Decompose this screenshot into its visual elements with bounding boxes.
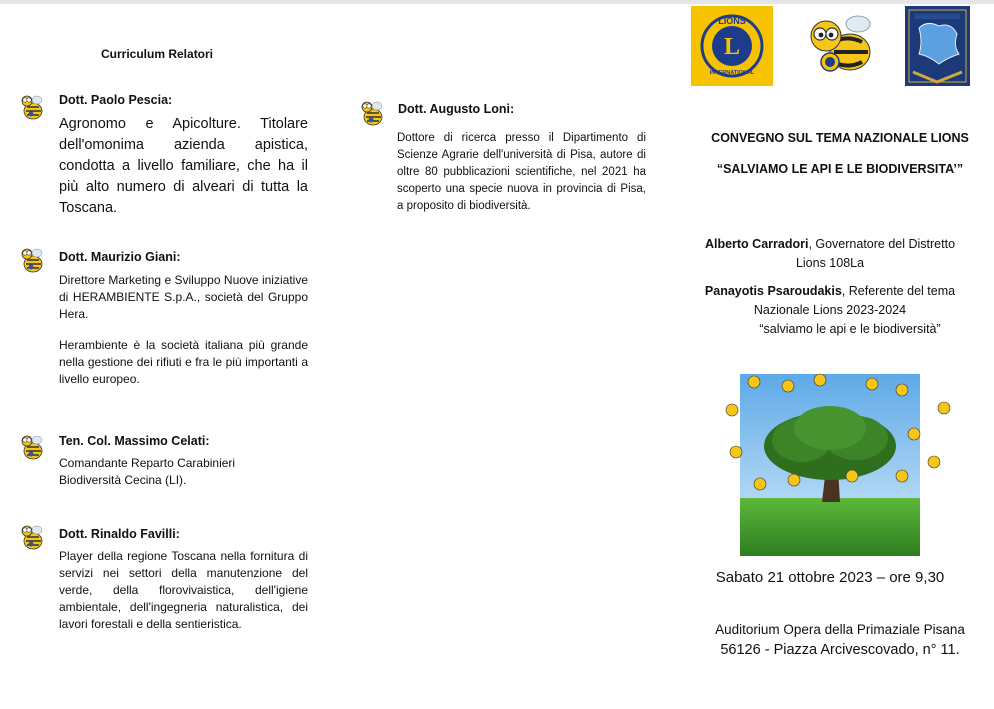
bee-icon [18, 432, 44, 462]
speaker-bio: Direttore Marketing e Sviluppo Nuove iniziative di HERAMBIENTE S.p.A., società del Gruppo Hera. [59, 273, 308, 321]
speaker-name: Dott. Rinaldo Favilli: [59, 527, 180, 541]
venue-address: 56126 - Piazza Arcivescovado, n° 11. [720, 642, 960, 658]
lions-logo-letter: L [723, 34, 741, 60]
host-role: Lions 108La [795, 256, 865, 270]
speaker-name: Dott. Maurizio Giani: [59, 250, 181, 264]
speaker-name: Ten. Col. Massimo Celati: [59, 434, 210, 448]
host-name: Panayotis Psaroudakis [704, 284, 842, 298]
host-role: , Referente del tema [841, 284, 956, 298]
lions-logo-bottom: INTERNATIONAL [709, 70, 755, 76]
speaker-name: Dott. Paolo Pescia: [59, 93, 173, 107]
convegno-heading: CONVEGNO SUL TEMA NAZIONALE LIONS [711, 131, 969, 145]
lions-logo [691, 6, 773, 86]
speaker-name: Dott. Augusto Loni: [398, 102, 515, 116]
host-governatore [690, 235, 970, 273]
venue-line: Auditorium Opera della Primaziale Pisana [715, 622, 965, 637]
host-role: Nazionale Lions 2023-2024 [753, 303, 907, 317]
curriculum-title: Curriculum Relatori [101, 47, 214, 61]
bee-icon [18, 245, 44, 275]
host-name: Alberto Carradori [704, 237, 809, 251]
speaker-bio: Agronomo e Apicolture. Titolare dell'omonima azienda apistica, condotta a livello familiare, che ha il più alto numero di alveari di tutta la Toscana. [59, 116, 308, 216]
speaker-bio-extra: Herambiente è la società italiana più grande nella gestione dei rifiuti e fra le più importanti a livello europeo. [59, 338, 308, 386]
speaker-bio: Dottore di ricerca presso il Dipartimento di Scienze Agrarie dell'università di Pisa, autore di oltre 80 pubblicazioni scientifiche, nel 2021 ha scoperto una specie nuova in provincia di Pisa, a proposito di biodiversità. [397, 132, 646, 212]
event-date: Sabato 21 ottobre 2023 – ore 9,30 [715, 569, 945, 586]
host-referente [690, 282, 970, 339]
host-role: , Governatore del Distretto [808, 237, 956, 251]
bee-mascot-icon [800, 10, 876, 80]
bee-icon [18, 522, 44, 552]
host-role: “salviamo le api e le biodiversità” [759, 322, 941, 336]
bee-icon [18, 92, 44, 122]
bee-icon [358, 98, 384, 128]
top-edge [0, 0, 994, 4]
speaker-bio: Comandante Reparto Carabinieri Biodiversità Cecina (LI). [59, 456, 236, 487]
district-shield-logo [905, 6, 970, 86]
tree-bees-image [724, 372, 960, 558]
lions-logo-text: LIONS [718, 16, 746, 26]
tema-heading: “SALVIAMO LE API E LE BIODIVERSITA’” [716, 162, 964, 176]
speaker-bio: Player della regione Toscana nella fornitura di servizi nei settori della manutenzione del verde, della florovivaistica, dell'igiene ambientale, dell'ingegneria naturalistica, dei lavori forestali e della sentieristica. [59, 549, 308, 631]
